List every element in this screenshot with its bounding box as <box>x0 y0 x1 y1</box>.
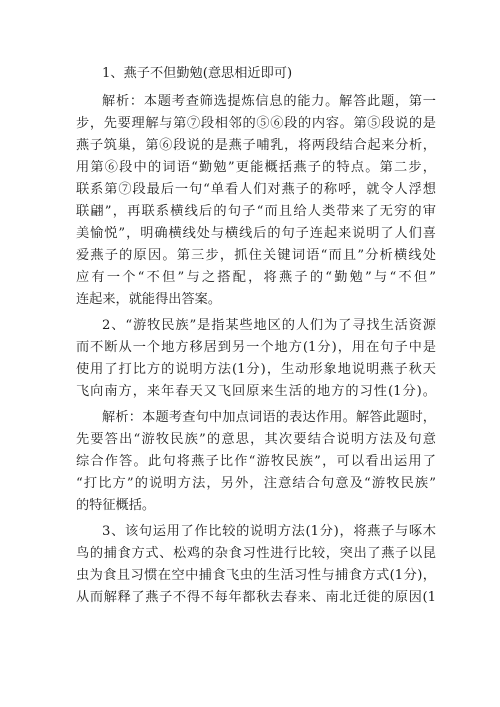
answer-2-line: 使用了打比方的说明方法(1分)，生动形象地说明燕子秋天 <box>76 362 436 377</box>
answer-2-line: 而不断从一个地方移居到另一个地方(1分)，用在句子中是 <box>76 340 436 355</box>
answer-1-heading: 1、燕子不但勤勉(意思相近即可) <box>102 66 293 81</box>
answer-2-line: 2、“游牧民族”是指某些地区的人们为了寻找生活资源 <box>102 318 436 333</box>
analysis-2-line: 的特征概括。 <box>76 498 156 513</box>
analysis-2-line: 先要答出“游牧民族”的意思，其次要结合说明方法及句意 <box>76 432 436 447</box>
analysis-2-line: “打比方”的说明方法，另外，注意结合句意及“游牧民族” <box>76 476 436 491</box>
analysis-1-line: 连起来，就能得出答案。 <box>76 292 222 307</box>
analysis-1-line: 应有一个“不但”与之搭配，将燕子的“勤勉”与“不但” <box>76 270 436 285</box>
analysis-1-line: 解析：本题考查筛选提炼信息的能力。解答此题，第一 <box>102 94 436 109</box>
analysis-1-line: 爱燕子的原因。第三步，抓住关键词语“而且”分析横线处 <box>76 248 436 263</box>
answer-3-line: 鸟的捕食方式、松鸡的杂食习性进行比较，突出了燕子以昆 <box>76 546 436 561</box>
answer-2-line: 飞向南方，来年春天又飞回原来生活的地方的习性(1分)。 <box>76 384 436 399</box>
analysis-1-line: 用第⑥段中的词语“勤勉”更能概括燕子的特点。第二步， <box>76 160 436 175</box>
analysis-1-line: 步，先要理解与第⑦段相邻的⑤⑥段的内容。第⑤段说的是 <box>76 116 436 131</box>
analysis-2-line: 解析：本题考查句中加点词语的表达作用。解答此题时， <box>102 410 436 425</box>
analysis-1-line: 美愉悦”，明确横线处与横线后的句子连起来说明了人们喜 <box>76 226 436 241</box>
analysis-1-line: 联系第⑦段最后一句“单看人们对燕子的称呼，就令人浮想 <box>76 182 436 197</box>
answer-3-line: 从而解释了燕子不得不每年都秋去春来、南北迁徙的原因(1 <box>76 590 436 605</box>
analysis-2-line: 综合作答。此句将燕子比作“游牧民族”，可以看出运用了 <box>76 454 436 469</box>
answer-3-line: 虫为食且习惯在空中捕食飞虫的生活习性与捕食方式(1分)， <box>76 568 436 583</box>
answer-3-line: 3、该句运用了作比较的说明方法(1分)，将燕子与啄木 <box>102 524 436 539</box>
analysis-1-line: 燕子筑巢，第⑥段说的是燕子哺乳，将两段结合起来分析， <box>76 138 436 153</box>
analysis-1-line: 联翩”，再联系横线后的句子“而且给人类带来了无穷的审 <box>76 204 436 219</box>
